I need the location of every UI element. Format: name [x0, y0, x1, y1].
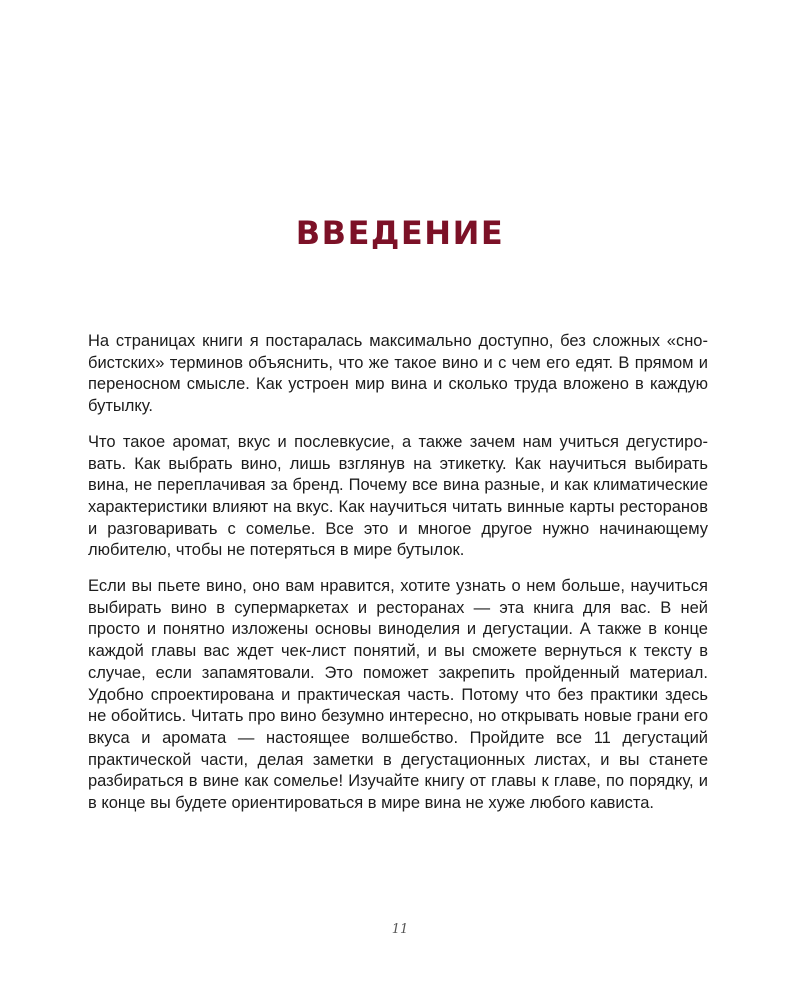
paragraph-2: Что такое аромат, вкус и послевкусие, а также зачем нам учиться дегустировать. Как выбрать вино, лишь взглянув на этикетку. Как научиться выбирать вина, не переплачивая за бренд. Почему все вина разные, и как климатические характеристики влияют на вкус. Как научиться читать винные карты ресторанов и разговаривать с сомелье. Все это и многое другое нужно начинающему любителю, чтобы не потеряться в мире бутылок.	[88, 432, 708, 560]
paragraph-1: На страницах книги я постаралась максимально доступно, без сложных «снобистских» терминов объяснить, что же такое вино и с чем его едят. В прямом и переносном смысле. Как устроен мир вина и сколько труда вложено в каждую бутылку.	[88, 332, 708, 416]
chapter-title: ВВЕДЕНИЕ	[295, 214, 505, 252]
body-text	[88, 331, 708, 829]
page-number: 11	[391, 922, 409, 937]
paragraph-3: Если вы пьете вино, оно вам нравится, хотите узнать о нем больше, научиться выбирать вино в супермаркетах и ресторанах — эта книга для вас. В ней просто и понятно изложены основы виноделия и дегустации. А также в конце каждой главы вас ждет чек-лист понятий, и вы сможете вернуться к тексту в случае, если запамятовали. Это поможет закрепить пройденный материал. Удобно спроектирована и практическая часть. Потому что без практики здесь не обойтись. Читать про вино безумно интересно, но открывать новые грани его вкуса и аромата — настоящее волшебство. Пройдите все 11 дегустаций практической части, делая заметки в дегустационных листах, и вы станете разбираться в вине как сомелье! Изучайте книгу от главы к главе, по порядку, и в конце вы будете ориентироваться в мире вина не хуже любого кависта.	[88, 577, 708, 813]
